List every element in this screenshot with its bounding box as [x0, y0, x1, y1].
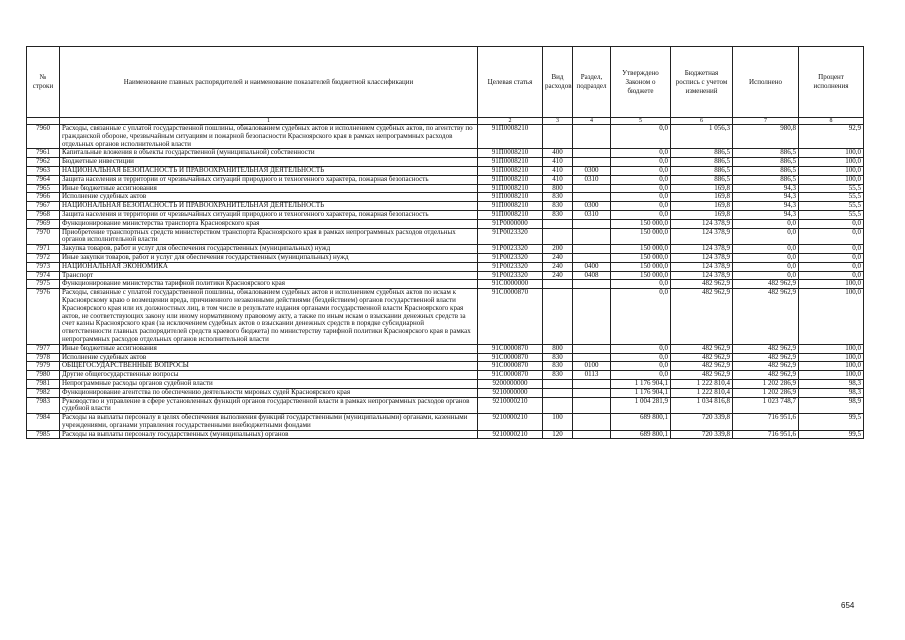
- row-razdel: [573, 219, 611, 228]
- row-razdel: [573, 158, 611, 167]
- table-row: [27, 193, 864, 202]
- row-approved: 0,0: [611, 289, 671, 345]
- row-name: Расходы на выплаты персоналу государственных (муниципальных) органов: [60, 430, 478, 439]
- row-razdel: [573, 228, 611, 245]
- row-number: 7969: [27, 219, 60, 228]
- column-number: 6: [671, 118, 733, 125]
- table-row: [27, 228, 864, 245]
- row-percent: 55,5: [799, 184, 864, 193]
- row-number: 7982: [27, 388, 60, 397]
- row-razdel: [573, 430, 611, 439]
- row-razdel: [573, 253, 611, 262]
- row-number: 7971: [27, 245, 60, 254]
- table-row: [27, 371, 864, 380]
- row-article: 91П0008210: [478, 202, 543, 211]
- row-vid: 410: [543, 166, 573, 175]
- row-razdel: [573, 184, 611, 193]
- row-budget-list: 482 962,9: [671, 289, 733, 345]
- row-percent: 55,5: [799, 210, 864, 219]
- row-done: 0,0: [733, 262, 799, 271]
- table-row: [27, 253, 864, 262]
- row-vid: 410: [543, 158, 573, 167]
- row-percent: 98,9: [799, 397, 864, 414]
- row-vid: 240: [543, 262, 573, 271]
- row-number: 7963: [27, 166, 60, 175]
- row-vid: 100: [543, 414, 573, 431]
- header-approved: Утверждено Законом о бюджете: [611, 47, 671, 118]
- row-vid: 120: [543, 430, 573, 439]
- row-approved: 0,0: [611, 202, 671, 211]
- row-article: 91Р0023320: [478, 262, 543, 271]
- table-row: [27, 379, 864, 388]
- row-article: 9210000210: [478, 414, 543, 431]
- row-article: 91П0008210: [478, 149, 543, 158]
- row-razdel: [573, 193, 611, 202]
- row-number: 7974: [27, 271, 60, 280]
- row-razdel: [573, 414, 611, 431]
- row-budget-list: 1 222 810,4: [671, 379, 733, 388]
- column-number: 7: [733, 118, 799, 125]
- row-number: 7978: [27, 353, 60, 362]
- row-approved: 150 000,0: [611, 253, 671, 262]
- row-number: 7968: [27, 210, 60, 219]
- row-vid: 800: [543, 344, 573, 353]
- row-razdel: [573, 289, 611, 345]
- row-vid: [543, 280, 573, 289]
- row-done: 482 962,9: [733, 371, 799, 380]
- row-vid: [543, 219, 573, 228]
- row-vid: [543, 379, 573, 388]
- row-razdel: [573, 245, 611, 254]
- table-row: [27, 344, 864, 353]
- row-done: 716 951,6: [733, 430, 799, 439]
- row-approved: 0,0: [611, 166, 671, 175]
- row-name: НАЦИОНАЛЬНАЯ БЕЗОПАСНОСТЬ И ПРАВООХРАНИТЕЛЬНАЯ ДЕЯТЕЛЬНОСТЬ: [60, 202, 478, 211]
- row-approved: 689 800,1: [611, 430, 671, 439]
- row-percent: 100,0: [799, 362, 864, 371]
- row-number: 7967: [27, 202, 60, 211]
- row-vid: [543, 397, 573, 414]
- row-budget-list: 124 378,9: [671, 262, 733, 271]
- table-row: [27, 353, 864, 362]
- row-razdel: 0310: [573, 175, 611, 184]
- column-number: 1: [60, 118, 478, 125]
- row-article: 91П0008210: [478, 184, 543, 193]
- row-budget-list: 886,5: [671, 149, 733, 158]
- row-done: 886,5: [733, 175, 799, 184]
- row-name: Исполнение судебных актов: [60, 353, 478, 362]
- row-approved: 150 000,0: [611, 245, 671, 254]
- row-percent: 100,0: [799, 371, 864, 380]
- row-percent: 0,0: [799, 253, 864, 262]
- row-budget-list: 720 339,8: [671, 414, 733, 431]
- table-row: [27, 125, 864, 149]
- row-budget-list: 886,5: [671, 158, 733, 167]
- row-budget-list: 1 056,3: [671, 125, 733, 149]
- row-razdel: [573, 149, 611, 158]
- row-approved: 0,0: [611, 280, 671, 289]
- row-budget-list: 482 962,9: [671, 280, 733, 289]
- row-article: 91Р0023320: [478, 271, 543, 280]
- row-done: 0,0: [733, 271, 799, 280]
- header-budget-list: Бюджетная роспись с учетом изменений: [671, 47, 733, 118]
- table-row: [27, 289, 864, 345]
- row-article: 91С0000000: [478, 280, 543, 289]
- header-percent: Процент исполнения: [799, 47, 864, 118]
- row-percent: 99,5: [799, 430, 864, 439]
- row-done: 1 202 286,9: [733, 379, 799, 388]
- row-percent: 100,0: [799, 175, 864, 184]
- row-vid: 410: [543, 175, 573, 184]
- row-done: 0,0: [733, 253, 799, 262]
- row-done: 94,3: [733, 193, 799, 202]
- row-done: 1 023 748,7: [733, 397, 799, 414]
- row-article: 91С0000870: [478, 353, 543, 362]
- row-done: 0,0: [733, 245, 799, 254]
- row-number: 7972: [27, 253, 60, 262]
- table-row: [27, 430, 864, 439]
- row-budget-list: 886,5: [671, 166, 733, 175]
- row-done: 482 962,9: [733, 280, 799, 289]
- row-approved: 0,0: [611, 371, 671, 380]
- row-approved: 0,0: [611, 125, 671, 149]
- row-budget-list: 169,8: [671, 202, 733, 211]
- row-razdel: [573, 388, 611, 397]
- row-article: 91С0000870: [478, 362, 543, 371]
- row-percent: 98,3: [799, 388, 864, 397]
- row-approved: 0,0: [611, 149, 671, 158]
- row-name: Транспорт: [60, 271, 478, 280]
- page-number: 654: [841, 601, 855, 610]
- row-approved: 150 000,0: [611, 262, 671, 271]
- row-razdel: [573, 353, 611, 362]
- row-budget-list: 482 962,9: [671, 371, 733, 380]
- column-number: [27, 118, 60, 125]
- row-name: Расходы, связанные с уплатой государственной пошлины, обжалованием судебных актов и исполнением судебных актов, по агентству по гражданской обороне, чрезвычайным ситуациям и пожарной безопасности Красноярского края в рамках непрограммных расходов отдельных органов исполнительной власти: [60, 125, 478, 149]
- header-done: Исполнено: [733, 47, 799, 118]
- row-article: 91П0008210: [478, 193, 543, 202]
- row-name: ОБЩЕГОСУДАРСТВЕННЫЕ ВОПРОСЫ: [60, 362, 478, 371]
- row-percent: 100,0: [799, 158, 864, 167]
- table-row: [27, 388, 864, 397]
- row-article: 9210000000: [478, 388, 543, 397]
- row-approved: 0,0: [611, 158, 671, 167]
- row-percent: 0,0: [799, 262, 864, 271]
- column-number: 2: [478, 118, 543, 125]
- row-percent: 100,0: [799, 344, 864, 353]
- column-number: 3: [543, 118, 573, 125]
- row-name: Закупка товаров, работ и услуг для обеспечения государственных (муниципальных) нужд: [60, 245, 478, 254]
- row-name: Другие общегосударственные вопросы: [60, 371, 478, 380]
- row-razdel: [573, 280, 611, 289]
- row-percent: 100,0: [799, 149, 864, 158]
- row-percent: 0,0: [799, 219, 864, 228]
- row-budget-list: 124 378,9: [671, 245, 733, 254]
- row-razdel: 0100: [573, 362, 611, 371]
- row-name: Функционирование министерства транспорта Красноярского края: [60, 219, 478, 228]
- row-approved: 150 000,0: [611, 228, 671, 245]
- row-name: Руководство и управление в сфере установленных функций органов государственной власти в рамках непрограммных расходов органов судебной власти: [60, 397, 478, 414]
- row-name: Иные закупки товаров, работ и услуг для обеспечения государственных (муниципальных) нужд: [60, 253, 478, 262]
- table-row: [27, 149, 864, 158]
- row-vid: 830: [543, 202, 573, 211]
- row-budget-list: 124 378,9: [671, 253, 733, 262]
- row-done: 716 951,6: [733, 414, 799, 431]
- row-name: Капитальные вложения в объекты государственной (муниципальной) собственности: [60, 149, 478, 158]
- row-done: 94,3: [733, 184, 799, 193]
- row-approved: 1 176 904,1: [611, 388, 671, 397]
- table-row: [27, 158, 864, 167]
- row-percent: 99,5: [799, 414, 864, 431]
- row-name: Бюджетные инвестиции: [60, 158, 478, 167]
- row-name: Расходы на выплаты персоналу в целях обеспечения выполнения функций государственными (муниципальными) органами, казенными учреждениями, органами управления государственными внебюджетными фондами: [60, 414, 478, 431]
- table-row: [27, 397, 864, 414]
- row-vid: 830: [543, 353, 573, 362]
- row-razdel: [573, 379, 611, 388]
- row-approved: 1 176 904,1: [611, 379, 671, 388]
- row-done: 482 962,9: [733, 362, 799, 371]
- row-article: 9200000000: [478, 379, 543, 388]
- row-name: Приобретение транспортных средств министерством транспорта Красноярского края в рамках непрограммных расходов отдельных органов исполнительной власти: [60, 228, 478, 245]
- row-vid: [543, 289, 573, 345]
- row-percent: 0,0: [799, 271, 864, 280]
- row-number: 7960: [27, 125, 60, 149]
- row-razdel: [573, 397, 611, 414]
- row-article: 91Р0023320: [478, 228, 543, 245]
- row-name: НАЦИОНАЛЬНАЯ ЭКОНОМИКА: [60, 262, 478, 271]
- row-razdel: 0300: [573, 166, 611, 175]
- row-done: 886,5: [733, 166, 799, 175]
- row-number: 7979: [27, 362, 60, 371]
- table-row: [27, 362, 864, 371]
- row-done: 94,3: [733, 202, 799, 211]
- row-number: 7965: [27, 184, 60, 193]
- row-approved: 150 000,0: [611, 271, 671, 280]
- table-row: [27, 184, 864, 193]
- column-number: 5: [611, 118, 671, 125]
- row-budget-list: 124 378,9: [671, 228, 733, 245]
- row-number: 7962: [27, 158, 60, 167]
- row-budget-list: 482 962,9: [671, 344, 733, 353]
- row-budget-list: 169,8: [671, 184, 733, 193]
- row-number: 7977: [27, 344, 60, 353]
- header-row: [27, 47, 864, 118]
- row-percent: 100,0: [799, 289, 864, 345]
- row-razdel: 0300: [573, 202, 611, 211]
- row-vid: 830: [543, 362, 573, 371]
- row-number: 7966: [27, 193, 60, 202]
- row-vid: 240: [543, 271, 573, 280]
- header-article: Целевая статья: [478, 47, 543, 118]
- row-article: 91Р0000000: [478, 219, 543, 228]
- row-article: 91С0000870: [478, 344, 543, 353]
- row-name: Функционирование агентства по обеспечению деятельности мировых судей Красноярского края: [60, 388, 478, 397]
- header-razdel: Раздел, подраздел: [573, 47, 611, 118]
- row-vid: 800: [543, 184, 573, 193]
- row-number: 7976: [27, 289, 60, 345]
- row-article: 91С0000870: [478, 289, 543, 345]
- row-number: 7970: [27, 228, 60, 245]
- row-name: Функционирование министерства тарифной политики Красноярского края: [60, 280, 478, 289]
- column-number: 4: [573, 118, 611, 125]
- row-article: 9210000210: [478, 430, 543, 439]
- row-vid: 830: [543, 210, 573, 219]
- budget-report-sheet: [26, 46, 863, 439]
- row-number: 7985: [27, 430, 60, 439]
- row-budget-list: 124 378,9: [671, 219, 733, 228]
- column-number-row: [27, 118, 864, 125]
- table-row: [27, 271, 864, 280]
- row-budget-list: 1 034 816,8: [671, 397, 733, 414]
- row-number: 7983: [27, 397, 60, 414]
- row-article: 91П0008210: [478, 166, 543, 175]
- row-approved: 150 000,0: [611, 219, 671, 228]
- table-row: [27, 262, 864, 271]
- row-number: 7975: [27, 280, 60, 289]
- row-approved: 1 004 281,9: [611, 397, 671, 414]
- row-budget-list: 124 378,9: [671, 271, 733, 280]
- table-row: [27, 166, 864, 175]
- row-done: 482 962,9: [733, 353, 799, 362]
- row-budget-list: 169,8: [671, 193, 733, 202]
- table-body: [27, 125, 864, 439]
- row-percent: 100,0: [799, 280, 864, 289]
- row-approved: 689 800,1: [611, 414, 671, 431]
- row-percent: 0,0: [799, 228, 864, 245]
- row-article: 91Р0023320: [478, 245, 543, 254]
- row-budget-list: 886,5: [671, 175, 733, 184]
- row-done: 482 962,9: [733, 344, 799, 353]
- row-budget-list: 482 962,9: [671, 362, 733, 371]
- row-name: Иные бюджетные ассигнования: [60, 344, 478, 353]
- row-done: 0,0: [733, 228, 799, 245]
- row-article: 91П0008210: [478, 158, 543, 167]
- row-razdel: 0408: [573, 271, 611, 280]
- table-row: [27, 210, 864, 219]
- row-name: НАЦИОНАЛЬНАЯ БЕЗОПАСНОСТЬ И ПРАВООХРАНИТЕЛЬНАЯ ДЕЯТЕЛЬНОСТЬ: [60, 166, 478, 175]
- table-row: [27, 280, 864, 289]
- row-vid: 200: [543, 245, 573, 254]
- row-vid: 830: [543, 193, 573, 202]
- row-article: 91П0008210: [478, 125, 543, 149]
- budget-table: [26, 46, 864, 439]
- row-done: 886,5: [733, 149, 799, 158]
- row-name: Непрограммные расходы органов судебной власти: [60, 379, 478, 388]
- row-approved: 0,0: [611, 184, 671, 193]
- header-num: № строки: [27, 47, 60, 118]
- row-percent: 98,3: [799, 379, 864, 388]
- row-percent: 55,5: [799, 202, 864, 211]
- table-row: [27, 245, 864, 254]
- row-done: 980,8: [733, 125, 799, 149]
- row-percent: 0,0: [799, 245, 864, 254]
- row-percent: 100,0: [799, 353, 864, 362]
- row-vid: 240: [543, 253, 573, 262]
- row-number: 7964: [27, 175, 60, 184]
- row-budget-list: 1 222 810,4: [671, 388, 733, 397]
- row-done: 94,3: [733, 210, 799, 219]
- row-name: Исполнение судебных актов: [60, 193, 478, 202]
- row-name: Расходы, связанные с уплатой государственной пошлины, обжалованием судебных актов и исполнением судебных актов по искам к Красноярскому краю о возмещении вреда, причиненного незаконными действиями (бездействием) органов государственной власти Красноярского края или их должностных лиц, в том числе в результате издания органами государственной власти Красноярского края актов, не соответствующих закону или иному нормативному правовому акту, а также по иным искам о взыскании денежных средств за счет казны Красноярского края (за исключением судебных актов о взыскании денежных средств в порядке субсидиарной ответственности главных распорядителей средств краевого бюджета) по министерству тарифной политики Красноярского края в рамках непрограммных расходов отдельных органов исполнительной власти: [60, 289, 478, 345]
- table-row: [27, 202, 864, 211]
- row-percent: 100,0: [799, 166, 864, 175]
- row-vid: [543, 228, 573, 245]
- row-number: 7973: [27, 262, 60, 271]
- row-razdel: 0113: [573, 371, 611, 380]
- row-percent: 55,5: [799, 193, 864, 202]
- row-done: 1 202 286,9: [733, 388, 799, 397]
- row-budget-list: 482 962,9: [671, 353, 733, 362]
- table-row: [27, 219, 864, 228]
- row-vid: [543, 388, 573, 397]
- row-number: 7981: [27, 379, 60, 388]
- row-done: 482 962,9: [733, 289, 799, 345]
- row-approved: 0,0: [611, 344, 671, 353]
- row-done: 886,5: [733, 158, 799, 167]
- row-razdel: [573, 125, 611, 149]
- row-budget-list: 169,8: [671, 210, 733, 219]
- table-row: [27, 175, 864, 184]
- row-approved: 0,0: [611, 175, 671, 184]
- row-number: 7980: [27, 371, 60, 380]
- row-done: 0,0: [733, 219, 799, 228]
- row-vid: [543, 125, 573, 149]
- row-approved: 0,0: [611, 353, 671, 362]
- row-percent: 92,9: [799, 125, 864, 149]
- row-article: 91П0008210: [478, 175, 543, 184]
- column-number: 8: [799, 118, 864, 125]
- row-article: 9210000210: [478, 397, 543, 414]
- header-name: Наименование главных распорядителей и наименование показателей бюджетной классификации: [60, 47, 478, 118]
- row-budget-list: 720 339,8: [671, 430, 733, 439]
- row-vid: 400: [543, 149, 573, 158]
- row-article: 91С0000870: [478, 371, 543, 380]
- row-number: 7984: [27, 414, 60, 431]
- row-razdel: 0310: [573, 210, 611, 219]
- row-razdel: 0400: [573, 262, 611, 271]
- row-article: 91Р0023320: [478, 253, 543, 262]
- row-vid: 830: [543, 371, 573, 380]
- row-approved: 0,0: [611, 362, 671, 371]
- header-vid: Вид расходов: [543, 47, 573, 118]
- row-article: 91П0008210: [478, 210, 543, 219]
- row-name: Защита населения и территории от чрезвычайных ситуаций природного и техногенного характера, пожарная безопасность: [60, 175, 478, 184]
- row-number: 7961: [27, 149, 60, 158]
- row-name: Защита населения и территории от чрезвычайных ситуаций природного и техногенного характера, пожарная безопасность: [60, 210, 478, 219]
- row-approved: 0,0: [611, 210, 671, 219]
- table-row: [27, 414, 864, 431]
- row-razdel: [573, 344, 611, 353]
- row-approved: 0,0: [611, 193, 671, 202]
- row-name: Иные бюджетные ассигнования: [60, 184, 478, 193]
